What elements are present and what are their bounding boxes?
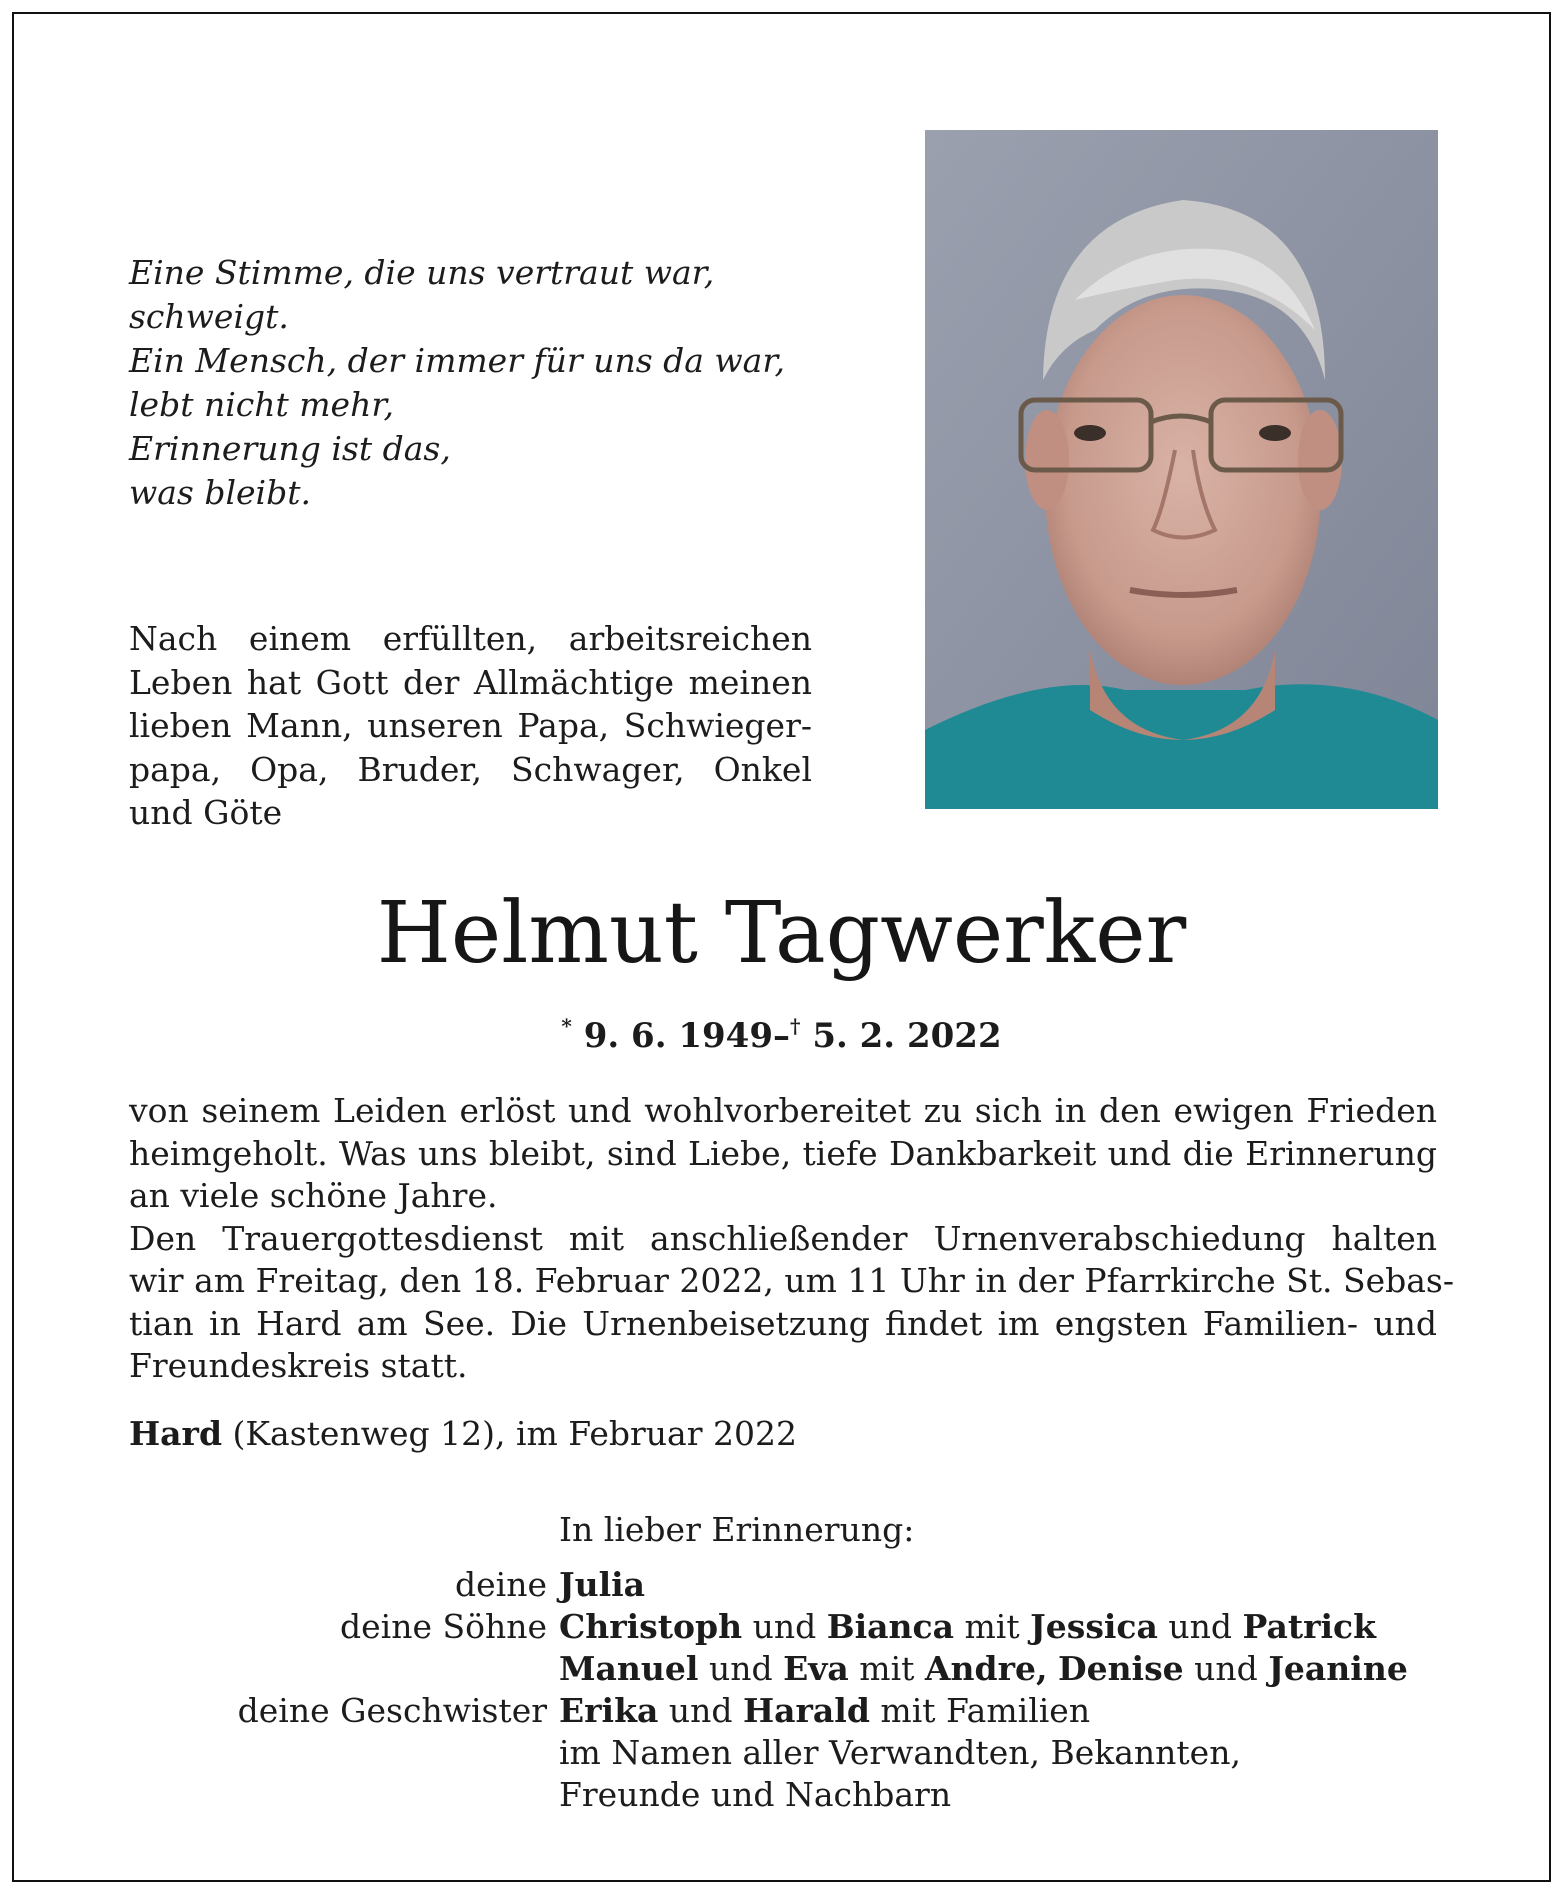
- body-line: von seinem Leiden erlöst und wohlvorbereitet zu sich in den ewigen Frieden: [129, 1091, 1437, 1130]
- intro-line: lieben Mann, unseren Papa, Schwieger-: [129, 706, 812, 745]
- obituary-notice: [12, 12, 1551, 1882]
- mourner-name: Jessica: [1030, 1607, 1158, 1646]
- mourner-name: Christoph: [559, 1607, 743, 1646]
- closing-line: Freunde und Nachbarn: [559, 1775, 952, 1814]
- connector: und: [1194, 1649, 1258, 1688]
- intro-line: Leben hat Gott der Allmächtige meinen: [129, 662, 812, 702]
- mourner-label: deine Geschwister: [237, 1691, 547, 1730]
- body-line: wir am Freitag, den 18. Februar 2022, um 11 Uhr in der Pfarrkirche St. Sebas-: [129, 1261, 1455, 1300]
- intro-line: und Göte: [129, 793, 283, 832]
- poem-line: Erinnerung ist das,: [129, 429, 451, 468]
- mourner-name: Julia: [559, 1565, 646, 1604]
- mourner-name: Erika: [559, 1691, 659, 1730]
- mourner-label: deine Söhne: [340, 1607, 547, 1646]
- mourner-name: Manuel: [559, 1649, 699, 1688]
- date-separator: –: [773, 1016, 790, 1056]
- closing-line: im Namen aller Verwandten, Bekannten,: [559, 1733, 1241, 1772]
- announcement-body: [129, 1090, 1455, 1388]
- death-symbol: †: [790, 1014, 801, 1038]
- mourner-name: Andre,: [924, 1649, 1048, 1688]
- mourner-name: Patrick: [1242, 1607, 1376, 1646]
- poem-line: lebt nicht mehr,: [129, 385, 394, 424]
- birth-date: 9. 6. 1949: [583, 1016, 773, 1056]
- death-date: 5. 2. 2022: [812, 1016, 1002, 1056]
- poem-line: Ein Mensch, der immer für uns da war,: [129, 341, 785, 380]
- life-dates: [14, 1004, 1549, 1058]
- body-line: an viele schöne Jahre.: [129, 1176, 498, 1215]
- body-line: heimgeholt. Was uns bleibt, sind Liebe, tiefe Dankbarkeit und die Erinnerung: [129, 1133, 1437, 1173]
- place-date-line: [129, 1412, 797, 1456]
- intro-line: Nach einem erfüllten, arbeitsreichen: [129, 619, 812, 658]
- place-details: (Kastenweg 12), im Februar 2022: [222, 1414, 797, 1453]
- connector: mit: [964, 1607, 1020, 1646]
- mourner-name: Jeanine: [1268, 1649, 1408, 1688]
- poem-line: Eine Stimme, die uns vertraut war,: [129, 253, 715, 292]
- body-line: Freundeskreis statt.: [129, 1346, 468, 1385]
- birth-symbol: *: [561, 1014, 572, 1038]
- place-town: Hard: [129, 1414, 223, 1453]
- connector: und: [708, 1649, 773, 1688]
- intro-line: papa, Opa, Bruder, Schwager, Onkel: [129, 749, 812, 789]
- signoff: In lieber Erinnerung:: [559, 1510, 915, 1549]
- mourner-label: deine: [455, 1565, 547, 1604]
- intro-paragraph: [129, 617, 812, 835]
- connector: mit Familien: [880, 1691, 1091, 1730]
- connector: und: [752, 1607, 817, 1646]
- poem-line: was bleibt.: [129, 473, 311, 512]
- portrait-photo: [925, 130, 1438, 809]
- connector: und: [1168, 1607, 1233, 1646]
- memorial-poem: [129, 251, 785, 515]
- mourner-name: Denise: [1057, 1649, 1184, 1688]
- mourner-name: Harald: [742, 1691, 870, 1730]
- connector: und: [668, 1691, 733, 1730]
- poem-line: schweigt.: [129, 297, 289, 336]
- body-line: Den Trauergottesdienst mit anschließender Urnenverabschiedung halten: [129, 1218, 1437, 1258]
- mourner-name: Bianca: [826, 1607, 955, 1646]
- mourner-name: Eva: [783, 1649, 849, 1688]
- deceased-name: Helmut Tagwerker: [376, 884, 1187, 983]
- body-line: tian in Hard am See. Die Urnenbeisetzung findet im engsten Familien- und: [129, 1303, 1437, 1343]
- connector: mit: [859, 1649, 915, 1688]
